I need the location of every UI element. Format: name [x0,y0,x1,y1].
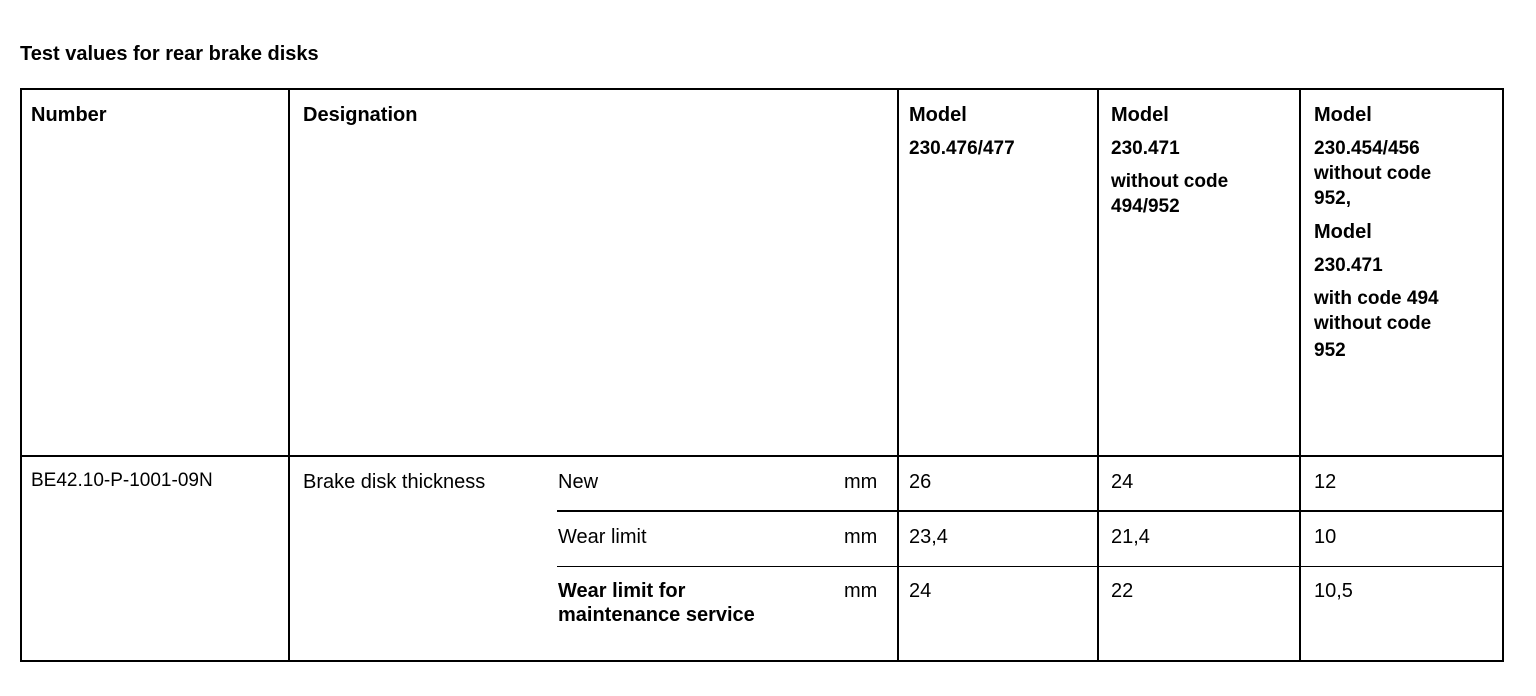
column-divider-number [288,88,290,662]
header-number: Number [31,104,107,126]
sub-row-divider-1 [557,510,1504,512]
sub-row-divider-2 [557,566,1504,567]
sub-row-3-label-line-2: maintenance service [558,604,755,626]
sub-row-2-label: Wear limit [558,526,647,548]
row-number: BE42.10-P-1001-09N [31,470,213,491]
header-model-1: Model [909,104,967,126]
sub-row-3-value-3: 10,5 [1314,580,1353,602]
sub-row-3-value-2: 22 [1111,580,1134,602]
header-model-3-without-code: without code [1314,163,1432,184]
sub-row-3-label-line-1: Wear limit for [558,580,686,602]
header-designation: Designation [303,104,418,126]
header-model-3-second-number: 230.471 [1314,255,1383,276]
table-border-bottom [20,660,1504,662]
column-divider-model2 [1299,88,1301,662]
document-title: Test values for rear brake disks [20,43,319,65]
sub-row-3-value-1: 24 [909,580,932,602]
header-model-3-second-model: Model [1314,221,1372,243]
header-model-3-code-952: 952, [1314,188,1351,209]
sub-row-2-unit: mm [844,526,878,548]
sub-row-1-value-3: 12 [1314,471,1337,493]
header-model-2-without-code: without code [1111,171,1229,192]
sub-row-2-value-2: 21,4 [1111,526,1150,548]
column-divider-model1 [1097,88,1099,662]
header-model-3-without-code-2: without code [1314,313,1432,334]
header-model-3-numbers: 230.454/456 [1314,138,1420,159]
table-border-top [20,88,1504,90]
header-model-3: Model [1314,104,1372,126]
sub-row-2-value-1: 23,4 [909,526,948,548]
sub-row-1-value-2: 24 [1111,471,1134,493]
header-model-3-code-952-2: 952 [1314,340,1346,361]
sub-row-1-unit: mm [844,471,878,493]
header-model-2: Model [1111,104,1169,126]
sub-row-3-unit: mm [844,580,878,602]
sub-row-1-value-1: 26 [909,471,932,493]
header-model-2-number: 230.471 [1111,138,1180,159]
header-model-1-number: 230.476/477 [909,138,1015,159]
sub-row-2-value-3: 10 [1314,526,1337,548]
row-designation: Brake disk thickness [303,471,486,493]
sub-row-1-label: New [558,471,599,493]
header-model-2-codes: 494/952 [1111,196,1180,217]
header-row-divider [20,455,1504,457]
table-border-left [20,88,22,662]
column-divider-designation [897,88,899,662]
table-border-right [1502,88,1504,662]
header-model-3-with-code: with code 494 [1314,288,1439,309]
